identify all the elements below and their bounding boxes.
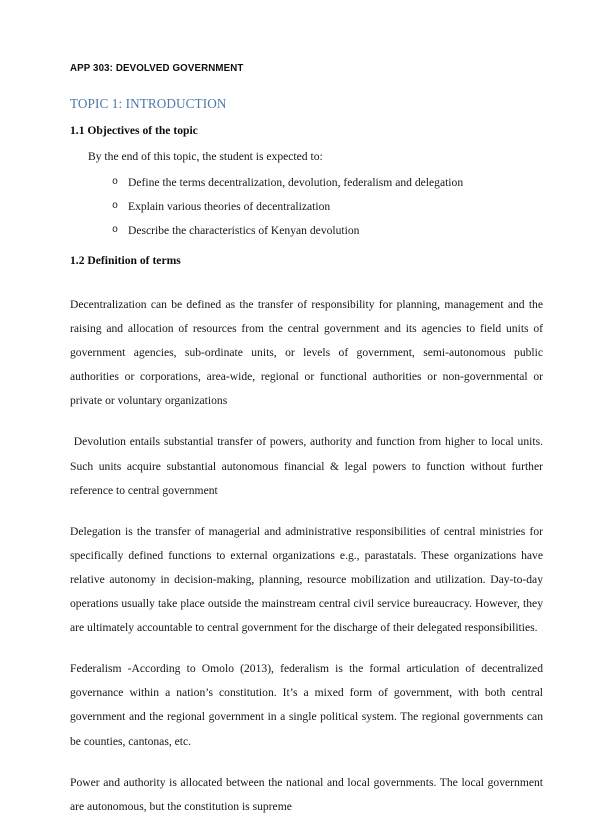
section-heading-objectives: 1.1 Objectives of the topic [70,124,198,137]
list-item [70,171,543,195]
course-title: APP 303: DEVOLVED GOVERNMENT [70,63,244,74]
circle-bullet-icon: o [112,225,119,236]
section-heading-definitions: 1.2 Definition of terms [70,254,181,267]
list-item-label: Explain various theories of decentralization [128,200,331,213]
paragraph-delegation: Delegation is the transfer of managerial and administrative responsibilities of central ministries for specifically defined functions to external organizations e.g., parastatals. These organizations have relative autonomy in decision-making, planning, resource mobilization and utilization. Day-to-day operations usually take place outside the mainstream central civil service bureaucracy. However, they are ultimately accountable to central government for the discharge of their delegated responsibilities. [70,524,543,635]
objectives-lead-line: By the end of this topic, the student is expected to: [88,150,323,163]
paragraph-power-allocation: Power and authority is allocated between the national and local governments. The local government are autonomous, but the constitution is supreme [70,775,543,813]
circle-bullet-icon: o [112,201,119,212]
paragraph-decentralization: Decentralization can be defined as the transfer of responsibility for planning, management and the raising and allocation of resources from the central government and its agencies to field units of government agencies, sub-ordinate units, or levels of government, semi-autonomous public authorities or corporations, area-wide, regional or functional authorities or non-governmental or private or voluntary organizations [70,298,543,408]
list-item [70,219,543,243]
objectives-list [70,171,543,243]
list-item [70,195,543,219]
paragraph-federalism: Federalism -According to Omolo (2013), federalism is the formal articulation of decentralized governance within a nation’s constitution. It’s a mixed form of government, with both central government and the regional government in a single political system. The regional governments can be counties, cantonas, etc. [70,662,543,748]
list-item-label: Define the terms decentralization, devolution, federalism and delegation [128,176,464,189]
paragraph-devolution: Devolution entails substantial transfer of powers, authority and function from higher to local units. Such units acquire substantial autonomous financial & legal powers to function without further reference to central government [70,435,543,497]
list-item-label: Describe the characteristics of Kenyan devolution [128,224,360,237]
circle-bullet-icon: o [112,177,119,188]
topic-heading: TOPIC 1: INTRODUCTION [70,96,227,111]
